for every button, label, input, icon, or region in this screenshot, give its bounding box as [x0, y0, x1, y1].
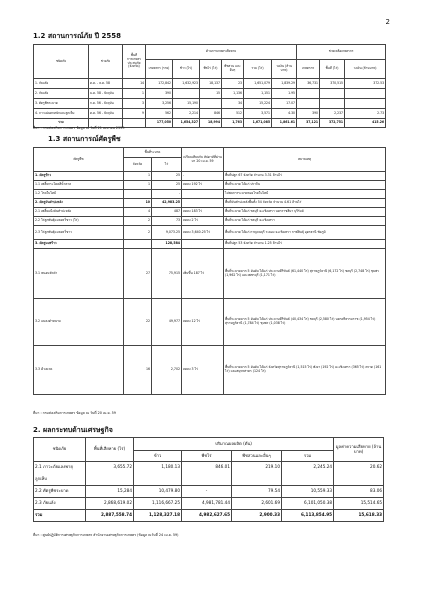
- table-cell: 1,151: [244, 89, 272, 99]
- table-row: [34, 462, 384, 474]
- header-rai: ไร่: [152, 158, 182, 172]
- table-cell: 16: [124, 346, 152, 395]
- table-cell: 49,977: [152, 299, 182, 346]
- table-cell: [334, 474, 384, 486]
- header-compare: เปรียบเทียบกับ สัปดาห์ที่ผ่านมา 20 เม.ย. 59: [182, 148, 224, 172]
- table-cell: 4,982,627.65: [182, 510, 232, 522]
- table-cell: พื้นที่มันสำปะหลังพื้นทั้ง 54 จังหวัด จำนวน 4.61 ล้านไร่: [224, 199, 386, 208]
- table-row: [34, 249, 386, 299]
- table-cell: 2.3 ไร่ลูกพันธุ์แมลงหวี่ขาว: [34, 226, 124, 240]
- table-cell: 2,601.69: [232, 498, 282, 510]
- table-cell: 4: [124, 208, 152, 217]
- table-cell: 6,101,050.38: [282, 498, 334, 510]
- table-cell: พื้นที่ระบาด ได้แก่ กาญจนบุรี ระยอง ฉะเชิงเทรา กาฬสินธุ์ อุดรธานี ชัยภูมิ: [224, 226, 386, 240]
- table-cell: 2.2 ศัตรูพืชระบาด: [34, 486, 86, 498]
- table-cell: 75,915: [152, 249, 182, 299]
- table-cell: 1,839.29: [272, 79, 297, 89]
- table-cell: [200, 99, 222, 109]
- table-cell: 370,515: [320, 79, 345, 89]
- table-cell: พื้นที่ระบาด ได้แก่ ปราจีน: [224, 181, 386, 190]
- table-cell: 219.10: [232, 462, 282, 474]
- table-cell: 4. ภาวะฝนตกหนักและลูกเห็บ: [34, 109, 89, 119]
- table-cell: 562: [146, 109, 173, 119]
- table-cell: ลดลง 2 ไร่: [182, 217, 224, 226]
- table-cell: 1.1 เพลี้ยกระโดดสีน้ำตาล: [34, 181, 124, 190]
- table-cell: 487: [152, 208, 182, 217]
- header-disaster-type: ชนิดภัย: [34, 45, 89, 79]
- table-cell: ลดลง 192 ไร่: [182, 181, 224, 190]
- table-cell: 15,190: [173, 99, 200, 109]
- table-cell: ไม่พบการระบาดของโรคใบไหม้: [224, 190, 386, 199]
- table-row: [34, 109, 386, 119]
- source-note: ที่มา : ศูนย์ปฏิบัติการเศรษฐกิจการเกษตร สำนักงานเศรษฐกิจการเกษตร (ข้อมูล ณวันที่ 24 เม.ย. 59): [33, 533, 179, 537]
- table-cell: 3,571: [244, 109, 272, 119]
- table-cell: ลดลง 3 ไร่: [182, 346, 224, 395]
- table-row: [34, 240, 386, 249]
- table-cell: 18,994: [200, 119, 222, 128]
- header-damage-group: ด้านการเกษตรเสียหาย: [146, 45, 297, 60]
- table-cell: [345, 89, 386, 99]
- table-cell: 25: [152, 172, 182, 181]
- table-row: [34, 208, 386, 217]
- table-cell: 1.95: [272, 89, 297, 99]
- table-row: [34, 172, 386, 181]
- table-cell: 1,180.13: [134, 462, 182, 474]
- section-1-2-title: 1.2 สถานการณ์ภัย ปี 2558: [33, 32, 122, 40]
- table-cell: 1,651,079: [244, 79, 272, 89]
- table-cell: 83.06: [334, 486, 384, 498]
- table-cell: ลดลง 3,640.25 ไร่: [182, 226, 224, 240]
- table-cell: 2.73: [345, 109, 386, 119]
- table-cell: ต.ค. - ธ.ค. 58: [89, 79, 123, 89]
- table-cell: 23: [222, 79, 244, 89]
- table-cell: 846.01: [182, 462, 232, 474]
- header-rice: ข้าว: [134, 451, 182, 462]
- table-cell: 2. ศัตรูมันสำปะหลัง: [34, 199, 124, 208]
- table-cell: -: [182, 486, 232, 498]
- table-cell: ลดลง 12 ไร่: [182, 299, 224, 346]
- table-cell: 27: [124, 249, 152, 299]
- table-cell: เพิ่มขึ้น 187 ไร่: [182, 249, 224, 299]
- table-row: [34, 486, 384, 498]
- table-cell: 1,136: [222, 89, 244, 99]
- table-cell: ลดลง 183 ไร่: [182, 208, 224, 217]
- table-cell: 1: [123, 89, 146, 99]
- table-cell: -: [152, 190, 182, 199]
- header-damaged-area: พื้นที่เสียหาย (ไร่): [86, 438, 134, 462]
- table-cell: [282, 474, 334, 486]
- table-cell: 10,479.80: [134, 486, 182, 498]
- table-cell: [124, 240, 152, 249]
- table-row: [34, 79, 386, 89]
- table-cell: 25: [152, 181, 182, 190]
- table-cell: 2,887,558.74: [86, 510, 134, 522]
- table-row: [34, 299, 386, 346]
- table-cell: พื้นที่ปลูก 67 จังหวัด จำนวน 3.31 ล้านไร่: [224, 172, 386, 181]
- table-cell: 3: [123, 99, 146, 109]
- table-cell: 2,245.24: [282, 462, 334, 474]
- table-cell: 1. ศัตรูข้าว: [34, 172, 124, 181]
- table-cell: 846: [200, 109, 222, 119]
- header-horticulture: พืชสวน และอื่นๆ: [222, 60, 244, 79]
- source-note: ที่มา : กรมส่งเสริมการเกษตร ข้อมูล ณ วันที่ 21 เมษายน 2559: [33, 126, 125, 130]
- table-cell: 36,731: [297, 79, 320, 89]
- table-cell: 15: [200, 89, 222, 99]
- table-cell: ลูกเห็บ: [34, 474, 86, 486]
- table-cell: 372,751: [320, 119, 345, 128]
- table-cell: 1,671,085: [244, 119, 272, 128]
- table-cell: 415.26: [345, 119, 386, 128]
- table-cell: 42,983.25: [152, 199, 182, 208]
- table-cell: 2,237: [320, 109, 345, 119]
- header-rice: ข้าว (ไร่): [173, 60, 200, 79]
- table-row: [34, 346, 386, 395]
- table-cell: รวม: [34, 510, 86, 522]
- table-cell: [320, 99, 345, 109]
- header-province: จังหวัด: [124, 158, 152, 172]
- page-number: 2: [385, 18, 390, 26]
- table-cell: 177,050: [146, 119, 173, 128]
- source-note: ที่มา : กรมส่งเสริมการเกษตร ข้อมูล ณ วันที่ 20 เม.ย. 59: [33, 411, 116, 415]
- table-cell: 1: [124, 172, 152, 181]
- header-assist-area: พื้นที่ (ไร่): [320, 60, 345, 79]
- table-cell: [232, 474, 282, 486]
- table-cell: 2,868,619.02: [86, 498, 134, 510]
- table-cell: 15,618.33: [334, 510, 384, 522]
- table-cell: 34: [222, 99, 244, 109]
- table-cell: 512: [222, 109, 244, 119]
- header-field-crops: พืชไร่ (ไร่): [200, 60, 222, 79]
- table-cell: [173, 89, 200, 99]
- header-assist-budget: วงเงิน (ล้านบาท): [345, 60, 386, 79]
- table-cell: รวม: [34, 119, 89, 128]
- table-cell: 79.54: [232, 486, 282, 498]
- header-provinces: พื้นที่ การเกษตร ประสบภัย (จังหวัด): [123, 45, 146, 79]
- table-cell: 1,632,923: [173, 79, 200, 89]
- table-cell: 10: [124, 199, 152, 208]
- table-cell: 2,900.33: [232, 510, 282, 522]
- header-damage-value: มูลค่าความเสียหาย (ล้านบาท): [334, 438, 384, 462]
- table-cell: 6,113,854.95: [282, 510, 334, 522]
- table-row: [34, 217, 386, 226]
- table-cell: 2. ภัยแล้ง: [34, 89, 89, 99]
- table-cell: 9,073.25: [152, 226, 182, 240]
- table-row: [34, 474, 384, 486]
- header-disaster-type: ชนิดภัย: [34, 438, 86, 462]
- header-total: รวม: [282, 451, 334, 462]
- table-total-row: [34, 510, 384, 522]
- table-cell: 1.2 โรคใบไหม้: [34, 190, 124, 199]
- table-row: [34, 181, 386, 190]
- table-cell: 128,584: [152, 240, 182, 249]
- table-row: [34, 190, 386, 199]
- table-cell: พื้นที่ระบาดมาก 5 อันดับ ได้แก่ ประจวบคีรีขันธ์ (61,440 ไร่) สุราษฎร์ธานี (6,172 ไร่) ชลบุรี (2,748 ไร่) ชุมพร (1,962 ไร่) และเพชรบุรี (1,171 ไร่): [224, 249, 386, 299]
- table-cell: 390: [146, 89, 173, 99]
- table-cell: 15,224: [244, 99, 272, 109]
- table-cell: 2.2 ไร่ลูกพันธุ์แมลงหวี่ขาว (ไร่): [34, 217, 124, 226]
- table-cell: 15,284: [86, 486, 134, 498]
- table-cell: [345, 99, 386, 109]
- table-cell: 17.07: [272, 99, 297, 109]
- table-cell: ม.ค. 58 - ปัจจุบัน: [89, 89, 123, 99]
- table-cell: 3,655.72: [86, 462, 134, 474]
- table-cell: 1: [124, 181, 152, 190]
- table-cell: 2,702: [152, 346, 182, 395]
- table-cell: 1,861.61: [272, 119, 297, 128]
- table-cell: 1. ภัยแล้ง: [34, 79, 89, 89]
- table-row: [34, 89, 386, 99]
- table-cell: พื้นที่ระบาดมาก 5 อันดับ ได้แก่ ประจวบคีรีขันธ์ (40,434 ไร่) ชลบุรี (2,580 ไร่) นครศรีธรรมราช (1,954 ไร่) สุราษฎร์ธานี (1,784 ไร่) ชุมพร (1,038 ไร่): [224, 299, 386, 346]
- table-row: [34, 99, 386, 109]
- table-cell: [134, 474, 182, 486]
- table-cell: 18,137: [200, 79, 222, 89]
- table-cell: 390: [297, 109, 320, 119]
- table-cell: 37,121: [297, 119, 320, 128]
- table-cell: [86, 474, 134, 486]
- table-cell: 3. ศัตรูพืชระบาด: [34, 99, 89, 109]
- table-cell: 3.1 หนอนหัวดำ: [34, 249, 124, 299]
- table-cell: 3.2 แมลงดำหนาม: [34, 299, 124, 346]
- header-assist-farmers: เกษตรกร: [297, 60, 320, 79]
- header-assist-group: ช่วยเหลือเกษตรกร: [297, 45, 386, 60]
- table-cell: [124, 190, 152, 199]
- table-cell: 1,763: [222, 119, 244, 128]
- table-cell: พื้นที่ระบาดมาก 5 อันดับ ได้แก่ จังหวัดสุราษฎร์ธานี (1,515 ไร่) พังงา (192 ไร่) ฉะเชิงเทรา (365 ไร่) ตราด (161 ไร่) และสมุทรสาคร (124 ไร่): [224, 346, 386, 395]
- header-remark: หมายเหตุ: [224, 148, 386, 172]
- pest-table: [33, 147, 386, 395]
- table-cell: 15,514.65: [334, 498, 384, 510]
- table-cell: 1,128,327.18: [134, 510, 182, 522]
- table-cell: ต.ค. 56 - ปัจจุบัน: [89, 109, 123, 119]
- table-cell: [123, 119, 146, 128]
- table-row: [34, 199, 386, 208]
- table-cell: 20.62: [334, 462, 384, 474]
- table-cell: 9: [123, 109, 146, 119]
- table-cell: [182, 190, 224, 199]
- table-cell: 14: [123, 79, 146, 89]
- table-cell: [182, 240, 224, 249]
- table-cell: พื้นที่ระบาด ได้แก่ ชลบุรี ฉะเชิงเทรา: [224, 217, 386, 226]
- table-row: [34, 226, 386, 240]
- table-cell: [182, 199, 224, 208]
- header-field-crops: พืชไร่: [182, 451, 232, 462]
- table-cell: 2: [124, 226, 152, 240]
- table-cell: [182, 474, 232, 486]
- section-2-title: 2. ผลกระทบด้านเศรษฐกิจ: [33, 426, 113, 434]
- header-total-rai: รวม (ไร่): [244, 60, 272, 79]
- table-cell: พื้นที่ปลูก 53 จังหวัด จำนวน 1.25 ล้านไร่: [224, 240, 386, 249]
- table-row: [34, 498, 384, 510]
- table-cell: 10,559.33: [282, 486, 334, 498]
- header-outbreak-group: พื้นที่ระบาด: [124, 148, 182, 158]
- table-cell: 22: [124, 299, 152, 346]
- table-cell: [320, 89, 345, 99]
- header-farmers: เกษตรกร (ราย): [146, 60, 173, 79]
- table-cell: 372.53: [345, 79, 386, 89]
- table-cell: 3,256: [146, 99, 173, 109]
- table-cell: 2.1 เพลี้ยแป้งมันสำปะหลัง: [34, 208, 124, 217]
- table-cell: 1,116,667.25: [134, 498, 182, 510]
- disaster-table: [33, 44, 386, 128]
- table-cell: -: [182, 172, 224, 181]
- table-cell: 4.30: [272, 109, 297, 119]
- table-cell: 172,842: [146, 79, 173, 89]
- table-cell: 3.3 ด้วงแรด: [34, 346, 124, 395]
- table-cell: 2,214: [173, 109, 200, 119]
- table-cell: พื้นที่ระบาด ได้แก่ ชลบุรี ฉะเชิงเทรา นครราชสีมา บุรีรัมย์: [224, 208, 386, 217]
- header-horticulture: พืชสวนและอื่นๆ: [232, 451, 282, 462]
- table-cell: 2.1 ภาวะภัยแลงพายุ: [34, 462, 86, 474]
- economic-impact-table: [33, 437, 384, 522]
- section-1-3-title: 1.3 สถานการณ์ศัตรูพืช: [48, 135, 121, 143]
- table-cell: 3. ศัตรูมะพร้าว: [34, 240, 124, 249]
- table-cell: 4,981,781.44: [182, 498, 232, 510]
- header-budget: วงเงิน (ล้านบาท): [272, 60, 297, 79]
- table-cell: ก.ค. 56 - ปัจจุบัน: [89, 99, 123, 109]
- table-cell: 2: [124, 217, 152, 226]
- header-output-group: ปริมาณผลผลิต (ตัน): [134, 438, 334, 451]
- table-cell: [297, 89, 320, 99]
- table-cell: [297, 99, 320, 109]
- table-cell: 2.3 ภัยแล้ง: [34, 498, 86, 510]
- header-pest: ศัตรูพืช: [34, 148, 124, 172]
- table-cell: 73: [152, 217, 182, 226]
- header-period: ช่วงภัย: [89, 45, 123, 79]
- table-cell: 1,654,327: [173, 119, 200, 128]
